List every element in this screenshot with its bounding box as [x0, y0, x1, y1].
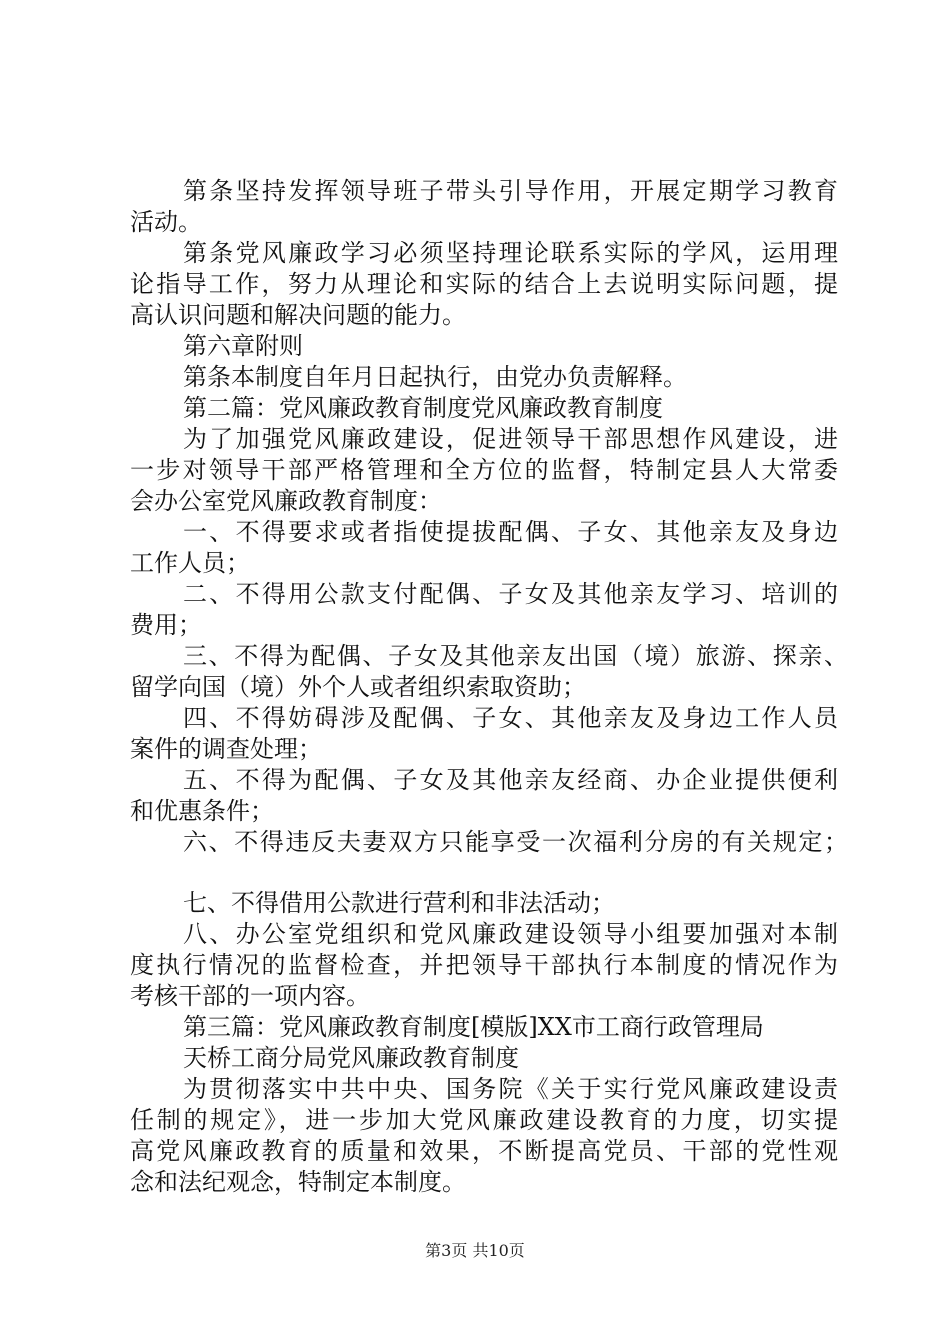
- text-line: 度执行情况的监督检查，并把领导干部执行本制度的情况作为: [130, 951, 838, 979]
- section-heading: 第二篇：党风廉政教育制度党风廉政教育制度: [183, 394, 663, 422]
- text-line: 为贯彻落实中共中央、国务院《关于实行党风廉政建设责: [183, 1075, 838, 1103]
- text-line: 一步对领导干部严格管理和全方位的监督，特制定县人大常委: [130, 456, 838, 484]
- text-line: 案件的调查处理；: [130, 735, 322, 763]
- text-line: 三、不得为配偶、子女及其他亲友出国（境）旅游、探亲、: [183, 642, 848, 670]
- text-line: 费用；: [130, 611, 202, 639]
- text-line: 五、不得为配偶、子女及其他亲友经商、办企业提供便利: [183, 766, 838, 794]
- text-line: 第条本制度自年月日起执行，由党办负责解释。: [183, 363, 687, 391]
- text-line: 为了加强党风廉政建设，促进领导干部思想作风建设，进: [183, 425, 838, 453]
- text-line: 和优惠条件；: [130, 797, 274, 825]
- text-line: 活动。: [130, 208, 202, 236]
- text-line: 会办公室党风廉政教育制度：: [130, 487, 442, 515]
- text-line: 论指导工作，努力从理论和实际的结合上去说明实际问题，提: [130, 270, 838, 298]
- text-line: 二、不得用公款支付配偶、子女及其他亲友学习、培训的: [183, 580, 838, 608]
- text-line: 念和法纪观念，特制定本制度。: [130, 1168, 466, 1196]
- text-line: 八、办公室党组织和党风廉政建设领导小组要加强对本制: [183, 920, 838, 948]
- chapter-heading: 第六章附则: [183, 332, 303, 360]
- text-line: 四、不得妨碍涉及配偶、子女、其他亲友及身边工作人员: [183, 704, 838, 732]
- page-number: 第3页 共10页: [425, 1241, 525, 1260]
- text-line: 留学向国（境）外个人或者组织索取资助；: [130, 673, 586, 701]
- text-line: 第条坚持发挥领导班子带头引导作用，开展定期学习教育: [183, 177, 838, 205]
- text-line: 第条党风廉政学习必须坚持理论联系实际的学风，运用理: [183, 239, 838, 267]
- text-line: 考核干部的一项内容。: [130, 982, 370, 1010]
- text-line: 高党风廉政教育的质量和效果，不断提高党员、干部的党性观: [130, 1137, 838, 1165]
- text-line: 一、不得要求或者指使提拔配偶、子女、其他亲友及身边: [183, 518, 838, 546]
- text-line: 七、不得借用公款进行营利和非法活动；: [183, 889, 615, 917]
- text-line: 任制的规定》，进一步加大党风廉政建设教育的力度，切实提: [130, 1106, 838, 1134]
- text-line: 工作人员；: [130, 549, 250, 577]
- section-heading: 第三篇：党风廉政教育制度[模版]XX市工商行政管理局: [183, 1013, 764, 1041]
- text-line: 六、不得违反夫妻双方只能享受一次福利分房的有关规定；: [183, 828, 848, 856]
- text-line: 高认识问题和解决问题的能力。: [130, 301, 466, 329]
- section-heading: 天桥工商分局党风廉政教育制度: [183, 1044, 519, 1072]
